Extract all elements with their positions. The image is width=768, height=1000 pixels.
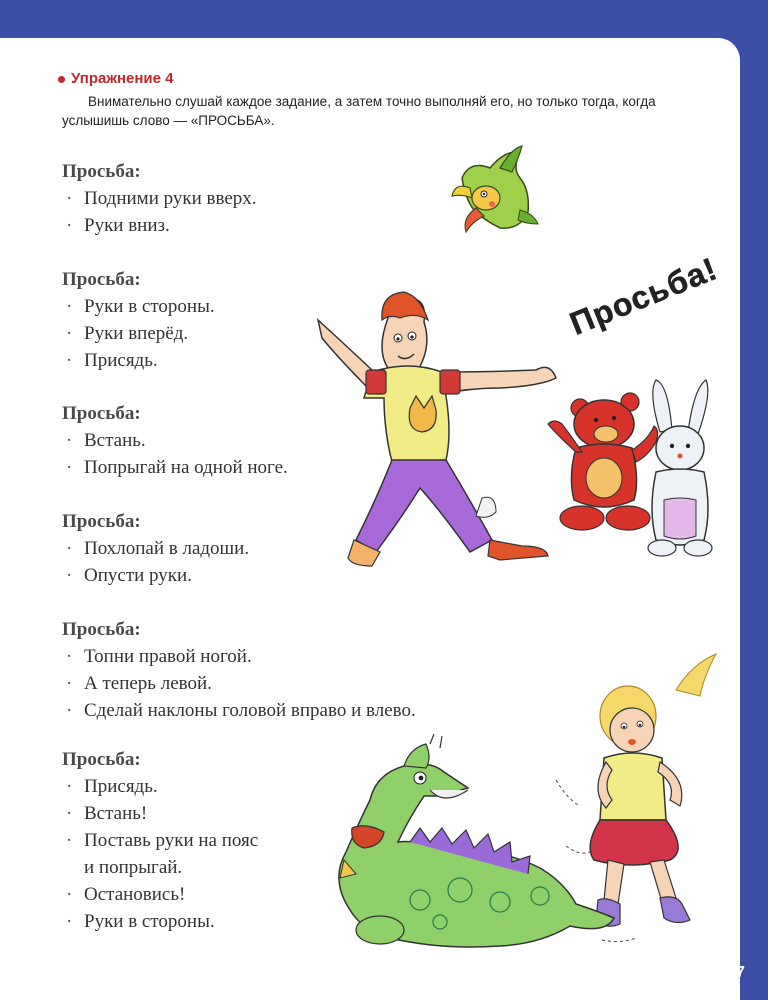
list-item-continuation: и попрыгай. — [84, 857, 183, 878]
list-item: · Встань! — [66, 803, 148, 824]
list-item: · Похлопай в ладоши. — [66, 538, 250, 559]
list-item: · Опусти руки. — [66, 565, 192, 586]
girl-illustration — [556, 654, 716, 942]
list-item: · Присядь. — [66, 776, 158, 797]
list-item: · Сделай наклоны головой вправо и влево. — [66, 700, 416, 721]
boy-illustration — [318, 292, 556, 566]
request-heading: Просьба: — [62, 161, 141, 182]
rabbit-illustration — [648, 380, 712, 556]
list-item: · Руки вниз. — [66, 215, 170, 236]
list-item: · Поставь руки на пояс — [66, 830, 259, 851]
parrot-illustration — [452, 146, 538, 232]
page-number: 7 — [736, 964, 745, 981]
list-item: · Подними руки вверх. — [66, 188, 257, 209]
list-item: · Топни правой ногой. — [66, 646, 252, 667]
request-heading: Просьба: — [62, 619, 141, 640]
dragon-illustration — [339, 734, 614, 947]
request-heading: Просьба: — [62, 403, 141, 424]
prosba-stamp-text: Просьба! — [564, 250, 723, 342]
list-item: · Руки в стороны. — [66, 296, 215, 317]
bear-illustration — [548, 393, 658, 530]
list-item: · Встань. — [66, 430, 146, 451]
list-item: · Присядь. — [66, 350, 158, 371]
request-heading: Просьба: — [62, 269, 141, 290]
exercise-title-text: Упражнение 4 — [71, 70, 174, 87]
list-item: · Попрыгай на одной ноге. — [66, 457, 288, 478]
list-item: · Остановись! — [66, 884, 186, 905]
exercise-instruction: Внимательно слушай каждое задание, а затем точно выполняй его, но только тогда, когда услышишь слово — «ПРОСЬБА». — [62, 94, 656, 128]
list-item: · Руки вперёд. — [66, 323, 189, 344]
request-heading: Просьба: — [62, 511, 141, 532]
list-item: · А теперь левой. — [66, 673, 212, 694]
request-heading: Просьба: — [62, 749, 141, 770]
list-item: · Руки в стороны. — [66, 911, 215, 932]
